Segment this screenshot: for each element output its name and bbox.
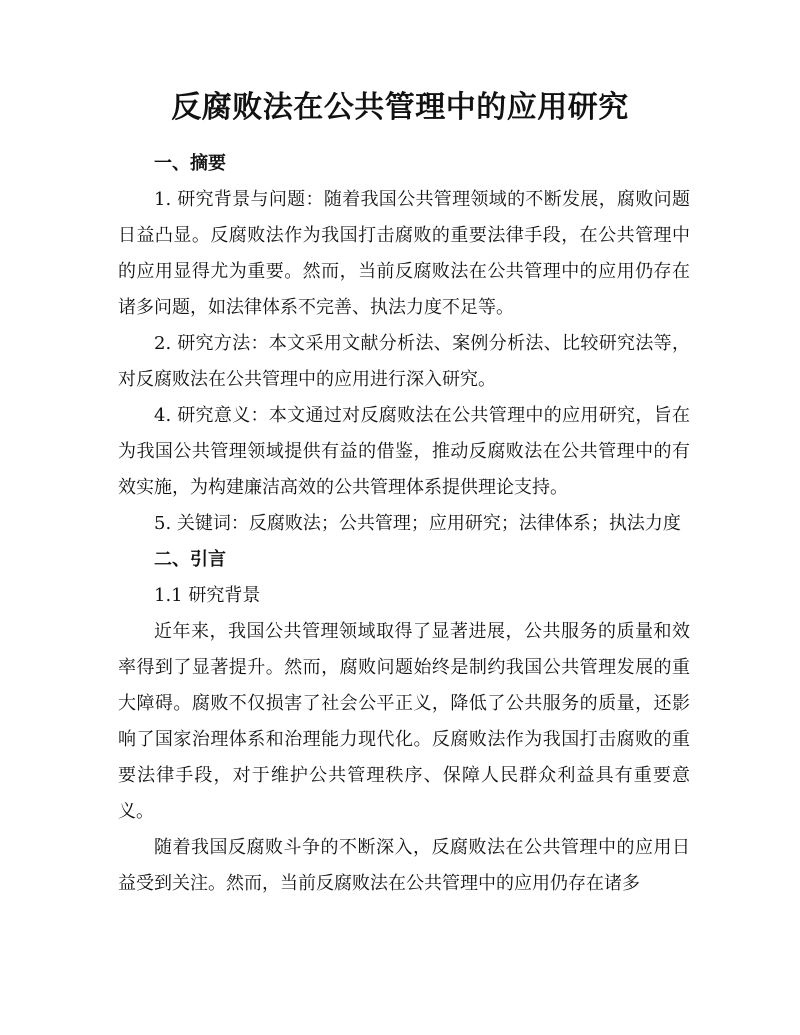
document-title: 反腐败法在公共管理中的应用研究 [171,90,629,125]
section-heading-introduction: 二、引言 [154,549,226,570]
paragraph-research-significance: 4. 研究意义：本文通过对反腐败法在公共管理中的应用研究，旨在为我国公共管理领域提供有益的借鉴，推动反腐败法在公共管理中的有效实施，为构建廉洁高效的公共管理体系提供理论支持。 [118,405,690,498]
paragraph-research-method: 2. 研究方法：本文采用文献分析法、案例分析法、比较研究法等，对反腐败法在公共管理中的应用进行深入研究。 [118,333,690,390]
paragraph-research-background: 1. 研究背景与问题：随着我国公共管理领域的不断发展，腐败问题日益凸显。反腐败法作为我国打击腐败的重要法律手段，在公共管理中的应用显得尤为重要。然而，当前反腐败法在公共管理中的应用仍存在诸多问题，如法律体系不完善、执法力度不足等。 [118,189,690,318]
section-heading-abstract: 一、摘要 [154,153,226,174]
paragraph-keywords: 5. 关键词：反腐败法；公共管理；应用研究；法律体系；执法力度 [154,513,681,534]
paragraph-intro-2: 随着我国反腐败斗争的不断深入，反腐败法在公共管理中的应用日益受到关注。然而，当前反腐败法在公共管理中的应用仍存在诸多 [118,837,690,894]
document-body [118,146,690,902]
subsection-heading-background: 1.1 研究背景 [154,585,261,606]
paragraph-intro-1: 近年来，我国公共管理领域取得了显著进展，公共服务的质量和效率得到了显著提升。然而，腐败问题始终是制约我国公共管理发展的重大障碍。腐败不仅损害了社会公平正义，降低了公共服务的质量，还影响了国家治理体系和治理能力现代化。反腐败法作为我国打击腐败的重要法律手段，对于维护公共管理秩序、保障人民群众利益具有重要意义。 [118,621,690,822]
